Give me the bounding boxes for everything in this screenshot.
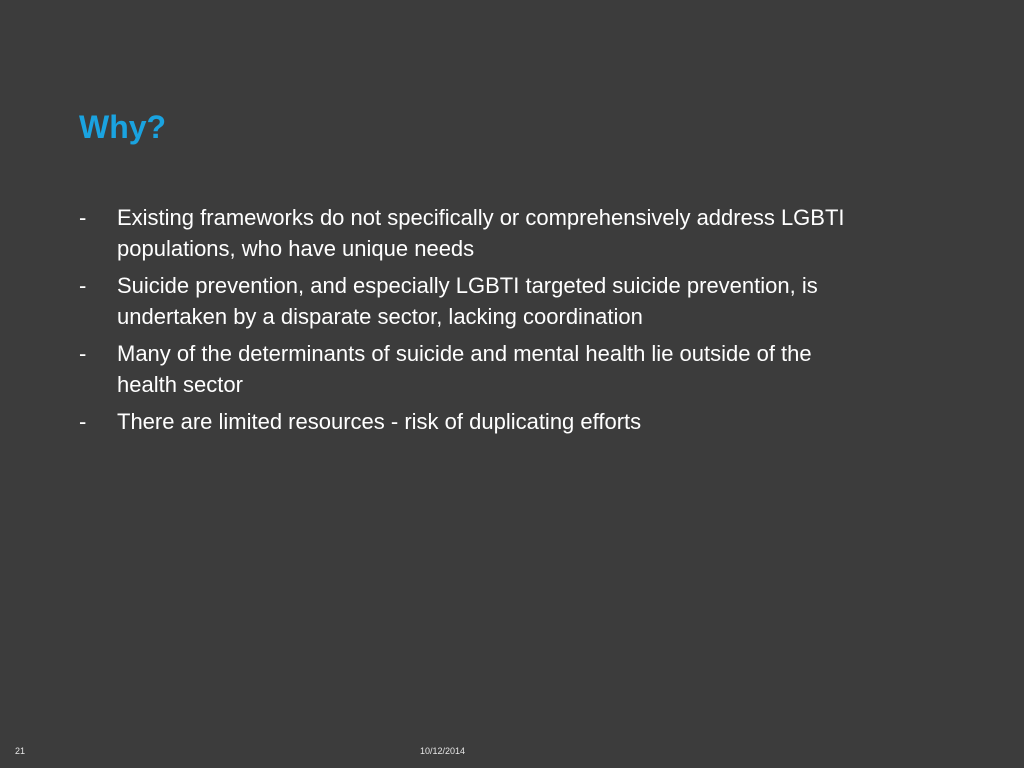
- slide-page-number: 21: [15, 746, 26, 756]
- slide-date: 10/12/2014: [420, 746, 466, 756]
- slide-title: Why?: [79, 109, 167, 145]
- bullet-marker: -: [79, 409, 87, 434]
- bullet-marker: -: [79, 205, 87, 230]
- bullet-marker: -: [79, 273, 87, 298]
- bullet-text: Existing frameworks do not specifically or comprehensively address LGBTI populations, who have unique needs: [117, 205, 845, 261]
- bullet-text: Suicide prevention, and especially LGBTI targeted suicide prevention, is undertaken by a disparate sector, lacking coordination: [117, 273, 818, 329]
- bullet-text: Many of the determinants of suicide and mental health lie outside of the health sector: [117, 341, 812, 397]
- bullet-list: [79, 202, 879, 443]
- bullet-text: There are limited resources - risk of duplicating efforts: [117, 409, 642, 434]
- bullet-item: [79, 406, 879, 437]
- bullet-item: [79, 338, 879, 400]
- bullet-item: [79, 202, 879, 264]
- bullet-marker: -: [79, 341, 87, 366]
- bullet-item: [79, 270, 879, 332]
